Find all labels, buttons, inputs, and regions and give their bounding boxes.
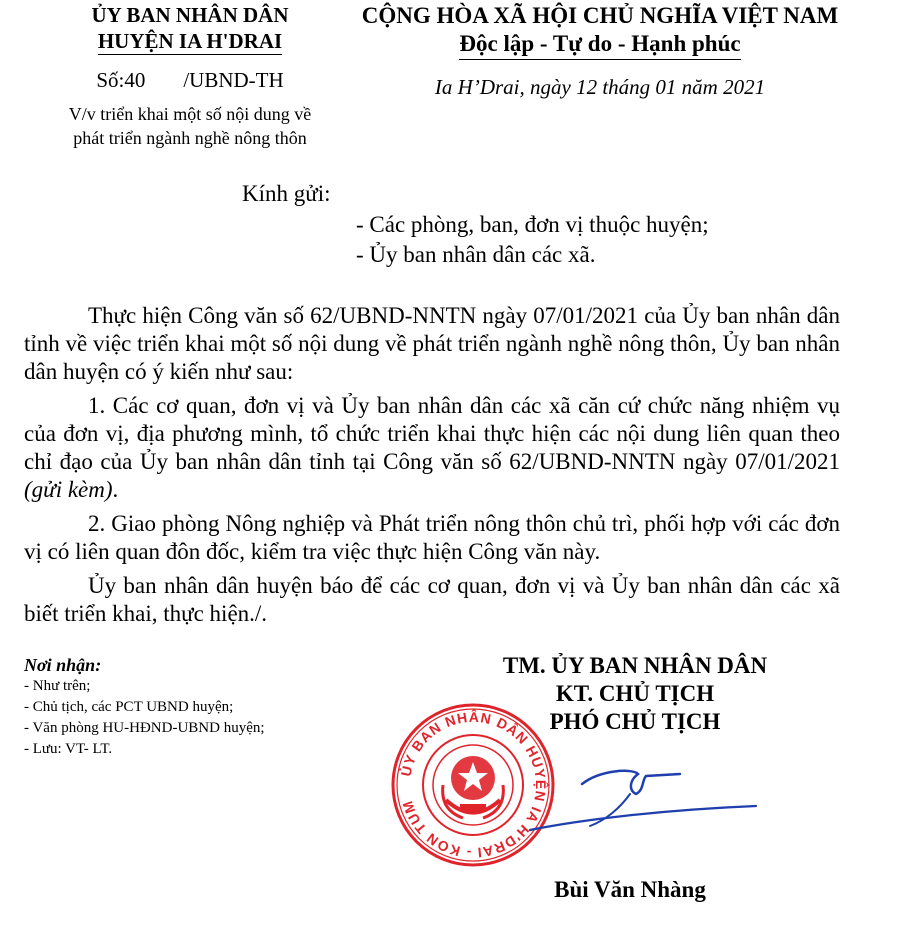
distribution-item: - Lưu: VT- LT.	[24, 741, 113, 757]
national-header	[325, 2, 875, 100]
handwritten-signature	[520, 760, 760, 850]
national-emblem-icon	[433, 745, 513, 825]
recipients-list	[356, 210, 709, 270]
national-motto: Độc lập - Tự do - Hạnh phúc	[459, 30, 740, 60]
agency-name-line2: HUYỆN IA H'DRAI	[97, 29, 283, 53]
issuing-agency-header	[40, 2, 340, 93]
body-paragraph-intro: Thực hiện Công văn số 62/UBND-NNTN ngày 07/01/2021 của Ủy ban nhân dân tỉnh về việc triển khai một số nội dung về phát triển ngành nghề nông thôn, Ủy ban nhân dân huyện có ý kiến như sau:	[24, 303, 840, 384]
document-number-prefix: Số:40	[96, 68, 146, 92]
document-number-suffix: /UBND-TH	[183, 68, 284, 92]
body-paragraph-1	[24, 392, 840, 504]
document-subject	[40, 102, 340, 150]
document-body	[24, 302, 840, 628]
paragraph-1-end: .	[112, 477, 119, 502]
recipient-item: - Các phòng, ban, đơn vị thuộc huyện;	[356, 212, 709, 237]
signature-title-line1: TM. ỦY BAN NHÂN DÂN	[502, 653, 768, 678]
distribution-title: Nơi nhận:	[24, 655, 102, 675]
distribution-item: - Như trên;	[24, 678, 91, 694]
signer-name: Bùi Văn Nhàng	[554, 877, 706, 902]
signature-title-line3: PHÓ CHỦ TỊCH	[549, 709, 721, 734]
place-and-date: Ia H’Drai, ngày 12 tháng 01 năm 2021	[434, 75, 766, 99]
subject-line1: V/v triển khai một số nội dung về	[68, 104, 312, 124]
distribution-list	[24, 654, 265, 760]
subject-line2: phát triển ngành nghề nông thôn	[73, 128, 307, 148]
document-number	[40, 67, 340, 93]
distribution-item: - Chủ tịch, các PCT UBND huyện;	[24, 699, 234, 715]
body-paragraph-closing: Ủy ban nhân dân huyện báo để các cơ quan, đơn vị và Ủy ban nhân dân các xã biết triển khai, thực hiện./.	[24, 573, 840, 626]
paragraph-1-attachment-note: (gửi kèm)	[24, 477, 113, 502]
agency-name-line1: ỦY BAN NHÂN DÂN	[91, 3, 289, 27]
recipients-label: Kính gửi:	[242, 181, 331, 206]
body-paragraph-2: 2. Giao phòng Nông nghiệp và Phát triển nông thôn chủ trì, phối hợp với các đơn vị có liên quan đôn đốc, kiểm tra việc thực hiện Công văn này.	[24, 511, 840, 564]
signature-title-line2: KT. CHỦ TỊCH	[555, 681, 715, 706]
nation-name: CỘNG HÒA XÃ HỘI CHỦ NGHĨA VIỆT NAM	[361, 3, 839, 28]
recipient-item: - Ủy ban nhân dân các xã.	[356, 242, 596, 267]
paragraph-1-text: 1. Các cơ quan, đơn vị và Ủy ban nhân dân các xã căn cứ chức năng nhiệm vụ của đơn vị, địa phương mình, tổ chức triển khai thực hiện các nội dung liên quan theo chỉ đạo của Ủy ban nhân dân tỉnh tại Công văn số 62/UBND-NNTN ngày 07/01/2021	[24, 393, 840, 474]
distribution-item: - Văn phòng HU-HĐND-UBND huyện;	[24, 720, 265, 736]
seal-ring-text: ỦY BAN NHÂN DÂN HUYỆN IA H'DRAI - KON TUM	[397, 708, 550, 862]
